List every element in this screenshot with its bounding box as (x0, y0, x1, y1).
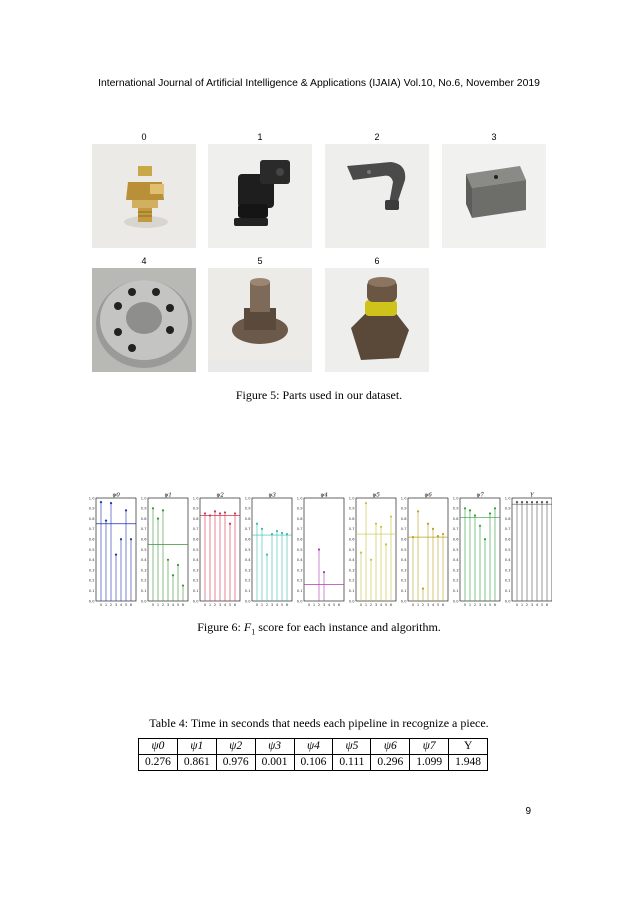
y-tick-label: 0.0 (140, 599, 147, 604)
y-tick-label: 0.4 (452, 558, 459, 563)
y-tick-label: 0.2 (88, 578, 95, 583)
y-tick-label: 0.2 (296, 578, 303, 583)
y-tick-label: 0.6 (244, 537, 251, 542)
x-tick-label: 0 (99, 603, 103, 607)
y-tick-label: 0.4 (244, 558, 251, 563)
y-tick-label: 1.0 (244, 496, 251, 501)
y-tick-label: 0.9 (88, 506, 95, 511)
stem-marker (125, 509, 127, 511)
y-tick-label: 0.8 (88, 516, 95, 521)
y-tick-label: 0.6 (88, 537, 95, 542)
timing-table-header-row (139, 739, 488, 755)
stem-marker (256, 523, 258, 525)
y-tick-label: 0.8 (296, 516, 303, 521)
x-tick-label: 1 (260, 603, 264, 607)
stem-marker (214, 510, 216, 512)
y-tick-label: 0.3 (88, 568, 95, 573)
x-tick-label: 6 (181, 603, 185, 607)
panel-title: ψ3 (268, 492, 276, 499)
x-tick-label: 4 (379, 603, 383, 607)
x-tick-label: 4 (535, 603, 539, 607)
table-value-cell: 1.948 (449, 755, 488, 771)
stem-marker (494, 507, 496, 509)
y-tick-label: 0.9 (140, 506, 147, 511)
y-tick-label: 1.0 (400, 496, 407, 501)
y-tick-label: 0.7 (192, 527, 199, 532)
stem-marker (536, 501, 538, 503)
stem-marker (422, 588, 424, 590)
y-tick-label: 1.0 (452, 496, 459, 501)
x-tick-label: 3 (114, 603, 118, 607)
y-tick-label: 0.9 (244, 506, 251, 511)
stem-marker (100, 501, 102, 503)
stem-marker (162, 509, 164, 511)
y-tick-label: 0.3 (452, 568, 459, 573)
photo-label-1: 1 (257, 132, 263, 142)
x-tick-label: 2 (213, 603, 217, 607)
stem-marker (521, 501, 523, 503)
stem-marker (489, 512, 491, 514)
y-tick-label: 0.8 (504, 516, 511, 521)
panel-title: ψ1 (164, 492, 172, 499)
page-number: 9 (525, 806, 531, 817)
y-tick-label: 0.2 (452, 578, 459, 583)
x-tick-label: 6 (129, 603, 133, 607)
photo-label-3: 3 (491, 132, 497, 142)
y-tick-label: 0.1 (244, 589, 251, 593)
x-tick-label: 4 (327, 603, 331, 607)
x-tick-label: 5 (436, 603, 440, 607)
x-tick-label: 2 (369, 603, 373, 607)
x-tick-label: 5 (488, 603, 492, 607)
x-tick-label: 4 (431, 603, 435, 607)
y-tick-label: 1.0 (296, 496, 303, 501)
timing-table (138, 738, 488, 771)
y-tick-label: 0.7 (452, 527, 459, 532)
y-tick-label: 0.9 (348, 506, 355, 511)
x-tick-label: 3 (374, 603, 378, 607)
y-tick-label: 0.5 (244, 547, 251, 552)
x-tick-label: 5 (540, 603, 544, 607)
stem-marker (484, 538, 486, 540)
x-tick-label: 0 (255, 603, 259, 607)
x-tick-label: 1 (416, 603, 420, 607)
photo-label-6: 6 (374, 256, 380, 266)
stem-marker (516, 501, 518, 503)
table-header-cell: ψ7 (410, 739, 449, 755)
table-value-cell: 0.276 (139, 755, 178, 771)
y-tick-label: 0.8 (244, 516, 251, 521)
table-value-cell: 0.001 (255, 755, 294, 771)
x-tick-label: 6 (545, 603, 549, 607)
stem-marker (281, 532, 283, 534)
y-tick-label: 0.8 (400, 516, 407, 521)
y-tick-label: 0.9 (504, 506, 511, 511)
y-tick-label: 0.6 (452, 537, 459, 542)
y-tick-label: 1.0 (192, 496, 199, 501)
stem-marker (152, 507, 154, 509)
y-tick-label: 0.3 (140, 568, 147, 573)
part-4-photo (92, 268, 196, 372)
table-value-cell: 0.861 (177, 755, 216, 771)
table-header-cell: ψ1 (177, 739, 216, 755)
y-tick-label: 0.9 (192, 506, 199, 511)
x-tick-label: 1 (520, 603, 524, 607)
timing-table-value-row (139, 755, 488, 771)
stem-marker (157, 518, 159, 520)
y-tick-label: 0.4 (296, 558, 303, 563)
y-tick-label: 0.5 (504, 547, 511, 552)
y-tick-label: 0.3 (244, 568, 251, 573)
panel-title: ψ6 (424, 492, 432, 499)
y-tick-label: 0.1 (504, 589, 511, 593)
f1-score-chart (88, 490, 552, 614)
panel-title: ψ5 (372, 492, 380, 499)
y-tick-label: 0.2 (504, 578, 511, 583)
y-tick-label: 0.6 (140, 537, 147, 542)
y-tick-label: 0.2 (348, 578, 355, 583)
stem-marker (261, 528, 263, 530)
y-tick-label: 0.7 (88, 527, 95, 532)
y-tick-label: 0.7 (400, 527, 407, 532)
y-tick-label: 0.7 (504, 527, 511, 532)
x-tick-label: 0 (203, 603, 207, 607)
x-tick-label: 4 (119, 603, 123, 607)
x-tick-label: 3 (322, 603, 326, 607)
x-tick-label: 3 (530, 603, 534, 607)
x-tick-label: 3 (270, 603, 274, 607)
x-tick-label: 1 (156, 603, 160, 607)
x-tick-label: 5 (124, 603, 128, 607)
y-tick-label: 0.8 (140, 516, 147, 521)
table-header-cell: ψ0 (139, 739, 178, 755)
x-tick-label: 6 (389, 603, 393, 607)
y-tick-label: 0.7 (244, 527, 251, 532)
x-tick-label: 1 (104, 603, 108, 607)
stem-marker (365, 502, 367, 504)
table-value-cell: 0.106 (294, 755, 333, 771)
y-tick-label: 0.9 (400, 506, 407, 511)
panel-title: ψ0 (112, 492, 120, 499)
x-tick-label: 6 (493, 603, 497, 607)
stem-marker (229, 523, 231, 525)
x-tick-label: 2 (525, 603, 529, 607)
x-tick-label: 2 (265, 603, 269, 607)
y-tick-label: 0.4 (504, 558, 511, 563)
stem-marker (464, 507, 466, 509)
x-tick-label: 4 (171, 603, 175, 607)
table-value-cell: 0.296 (371, 755, 410, 771)
y-tick-label: 0.4 (88, 558, 95, 563)
stem-marker (417, 510, 419, 512)
stem-marker (204, 512, 206, 514)
stem-marker (318, 548, 320, 550)
y-tick-label: 0.1 (452, 589, 459, 593)
x-tick-label: 2 (109, 603, 113, 607)
stem-marker (130, 538, 132, 540)
table-header-cell: ψ4 (294, 739, 333, 755)
stem-marker (167, 559, 169, 561)
y-tick-label: 0.0 (400, 599, 407, 604)
stem-marker (105, 520, 107, 522)
y-tick-label: 0.3 (296, 568, 303, 573)
x-tick-label: 0 (515, 603, 519, 607)
x-tick-label: 5 (384, 603, 388, 607)
y-tick-label: 0.0 (244, 599, 251, 604)
stem-marker (360, 551, 362, 553)
y-tick-label: 0.9 (452, 506, 459, 511)
x-tick-label: 2 (421, 603, 425, 607)
panel-title: ψ4 (320, 492, 328, 499)
stem-marker (323, 571, 325, 573)
stem-marker (115, 554, 117, 556)
y-tick-label: 0.1 (400, 589, 407, 593)
stem-marker (276, 530, 278, 532)
x-tick-label: 0 (359, 603, 363, 607)
photo-label-0: 0 (141, 132, 147, 142)
y-tick-label: 0.3 (348, 568, 355, 573)
y-tick-label: 1.0 (88, 496, 95, 501)
x-tick-label: 6 (337, 603, 341, 607)
x-tick-label: 3 (426, 603, 430, 607)
figure-6-caption (0, 620, 638, 636)
stem-marker (182, 584, 184, 586)
table-value-cell: 0.976 (216, 755, 255, 771)
x-tick-label: 2 (473, 603, 477, 607)
y-tick-label: 0.6 (348, 537, 355, 542)
x-tick-label: 6 (285, 603, 289, 607)
table-4-caption: Table 4: Time in seconds that needs each pipeline in recognize a piece. (149, 716, 489, 730)
x-tick-label: 0 (307, 603, 311, 607)
part-5-photo (208, 268, 312, 372)
figure-6-caption-var: F (243, 620, 252, 634)
photo-label-5: 5 (257, 256, 263, 266)
x-tick-label: 4 (483, 603, 487, 607)
y-tick-label: 1.0 (504, 496, 511, 501)
y-tick-label: 0.1 (88, 589, 95, 593)
table-header-cell: ψ3 (255, 739, 294, 755)
y-tick-label: 0.2 (244, 578, 251, 583)
figure-5-caption: Figure 5: Parts used in our dataset. (235, 388, 403, 402)
stem-marker (541, 501, 543, 503)
stem-marker (266, 554, 268, 556)
photo-label-2: 2 (374, 132, 380, 142)
stem-marker (427, 523, 429, 525)
y-tick-label: 0.6 (400, 537, 407, 542)
y-tick-label: 0.4 (192, 558, 199, 563)
y-tick-label: 0.0 (88, 599, 95, 604)
x-tick-label: 1 (208, 603, 212, 607)
y-tick-label: 0.9 (296, 506, 303, 511)
x-tick-label: 5 (332, 603, 336, 607)
x-tick-label: 5 (228, 603, 232, 607)
stem-marker (380, 526, 382, 528)
y-tick-label: 0.0 (348, 599, 355, 604)
x-tick-label: 0 (411, 603, 415, 607)
x-tick-label: 6 (441, 603, 445, 607)
y-tick-label: 0.6 (504, 537, 511, 542)
y-tick-label: 0.5 (400, 547, 407, 552)
stem-marker (385, 543, 387, 545)
y-tick-label: 0.4 (400, 558, 407, 563)
journal-header: International Journal of Artificial Intelligence & Applications (IJAIA) Vol.10, No.6, November 2019 (98, 78, 540, 89)
y-tick-label: 0.8 (348, 516, 355, 521)
y-tick-label: 0.3 (192, 568, 199, 573)
y-tick-label: 0.1 (140, 589, 147, 593)
x-tick-label: 4 (223, 603, 227, 607)
stem-marker (177, 564, 179, 566)
part-0-photo (92, 144, 196, 248)
y-tick-label: 0.6 (296, 537, 303, 542)
x-tick-label: 5 (280, 603, 284, 607)
table-header-cell: ψ2 (216, 739, 255, 755)
y-tick-label: 0.1 (296, 589, 303, 593)
y-tick-label: 0.5 (348, 547, 355, 552)
x-tick-label: 3 (218, 603, 222, 607)
y-tick-label: 0.5 (452, 547, 459, 552)
y-tick-label: 0.7 (140, 527, 147, 532)
stem-marker (390, 515, 392, 517)
part-2-photo (325, 144, 429, 248)
stem-marker (479, 525, 481, 527)
table-header-cell: ψ6 (371, 739, 410, 755)
panel-title: ψ2 (216, 492, 224, 499)
y-tick-label: 0.2 (400, 578, 407, 583)
x-tick-label: 3 (166, 603, 170, 607)
x-tick-label: 3 (478, 603, 482, 607)
stem-marker (432, 528, 434, 530)
x-tick-label: 6 (233, 603, 237, 607)
y-tick-label: 0.0 (192, 599, 199, 604)
y-tick-label: 0.0 (452, 599, 459, 604)
stem-marker (219, 512, 221, 514)
stem-marker (120, 538, 122, 540)
table-value-cell: 0.111 (333, 755, 371, 771)
y-tick-label: 0.3 (504, 568, 511, 573)
y-tick-label: 0.2 (192, 578, 199, 583)
y-tick-label: 0.4 (348, 558, 355, 563)
stem-marker (234, 512, 236, 514)
x-tick-label: 4 (275, 603, 279, 607)
figure-6-caption-prefix: Figure 6: (197, 620, 244, 634)
part-6-photo (325, 268, 429, 372)
y-tick-label: 0.7 (348, 527, 355, 532)
stem-marker (375, 523, 377, 525)
table-header-cell: ψ5 (333, 739, 371, 755)
figure-6-caption-sub: 1 (251, 627, 256, 637)
y-tick-label: 0.5 (88, 547, 95, 552)
stem-marker (526, 501, 528, 503)
y-tick-label: 1.0 (348, 496, 355, 501)
table-header-cell: Υ (449, 739, 488, 755)
y-tick-label: 0.1 (192, 589, 199, 593)
y-tick-label: 0.2 (140, 578, 147, 583)
y-tick-label: 0.4 (140, 558, 147, 563)
stem-marker (442, 533, 444, 535)
y-tick-label: 0.5 (140, 547, 147, 552)
part-1-photo (208, 144, 312, 248)
stem-marker (370, 559, 372, 561)
x-tick-label: 0 (463, 603, 467, 607)
stem-marker (469, 509, 471, 511)
y-tick-label: 0.5 (192, 547, 199, 552)
x-tick-label: 2 (317, 603, 321, 607)
x-tick-label: 2 (161, 603, 165, 607)
y-tick-label: 0.5 (296, 547, 303, 552)
stem-marker (531, 501, 533, 503)
y-tick-label: 0.3 (400, 568, 407, 573)
panel-title: ψ7 (476, 492, 484, 499)
panel-title: Υ (530, 492, 534, 499)
x-tick-label: 0 (151, 603, 155, 607)
y-tick-label: 1.0 (140, 496, 147, 501)
x-tick-label: 1 (312, 603, 316, 607)
y-tick-label: 0.6 (192, 537, 199, 542)
x-tick-label: 1 (468, 603, 472, 607)
figure-6-caption-suffix: score for each instance and algorithm. (255, 620, 441, 634)
stem-marker (224, 511, 226, 513)
y-tick-label: 0.7 (296, 527, 303, 532)
stem-marker (474, 514, 476, 516)
stem-marker (172, 574, 174, 576)
y-tick-label: 0.0 (296, 599, 303, 604)
y-tick-label: 0.0 (504, 599, 511, 604)
table-value-cell: 1.099 (410, 755, 449, 771)
stem-marker (110, 502, 112, 504)
y-tick-label: 0.8 (192, 516, 199, 521)
photo-label-4: 4 (141, 256, 147, 266)
y-tick-label: 0.1 (348, 589, 355, 593)
x-tick-label: 1 (364, 603, 368, 607)
y-tick-label: 0.8 (452, 516, 459, 521)
part-3-photo (442, 144, 546, 248)
x-tick-label: 5 (176, 603, 180, 607)
stem-marker (546, 501, 548, 503)
